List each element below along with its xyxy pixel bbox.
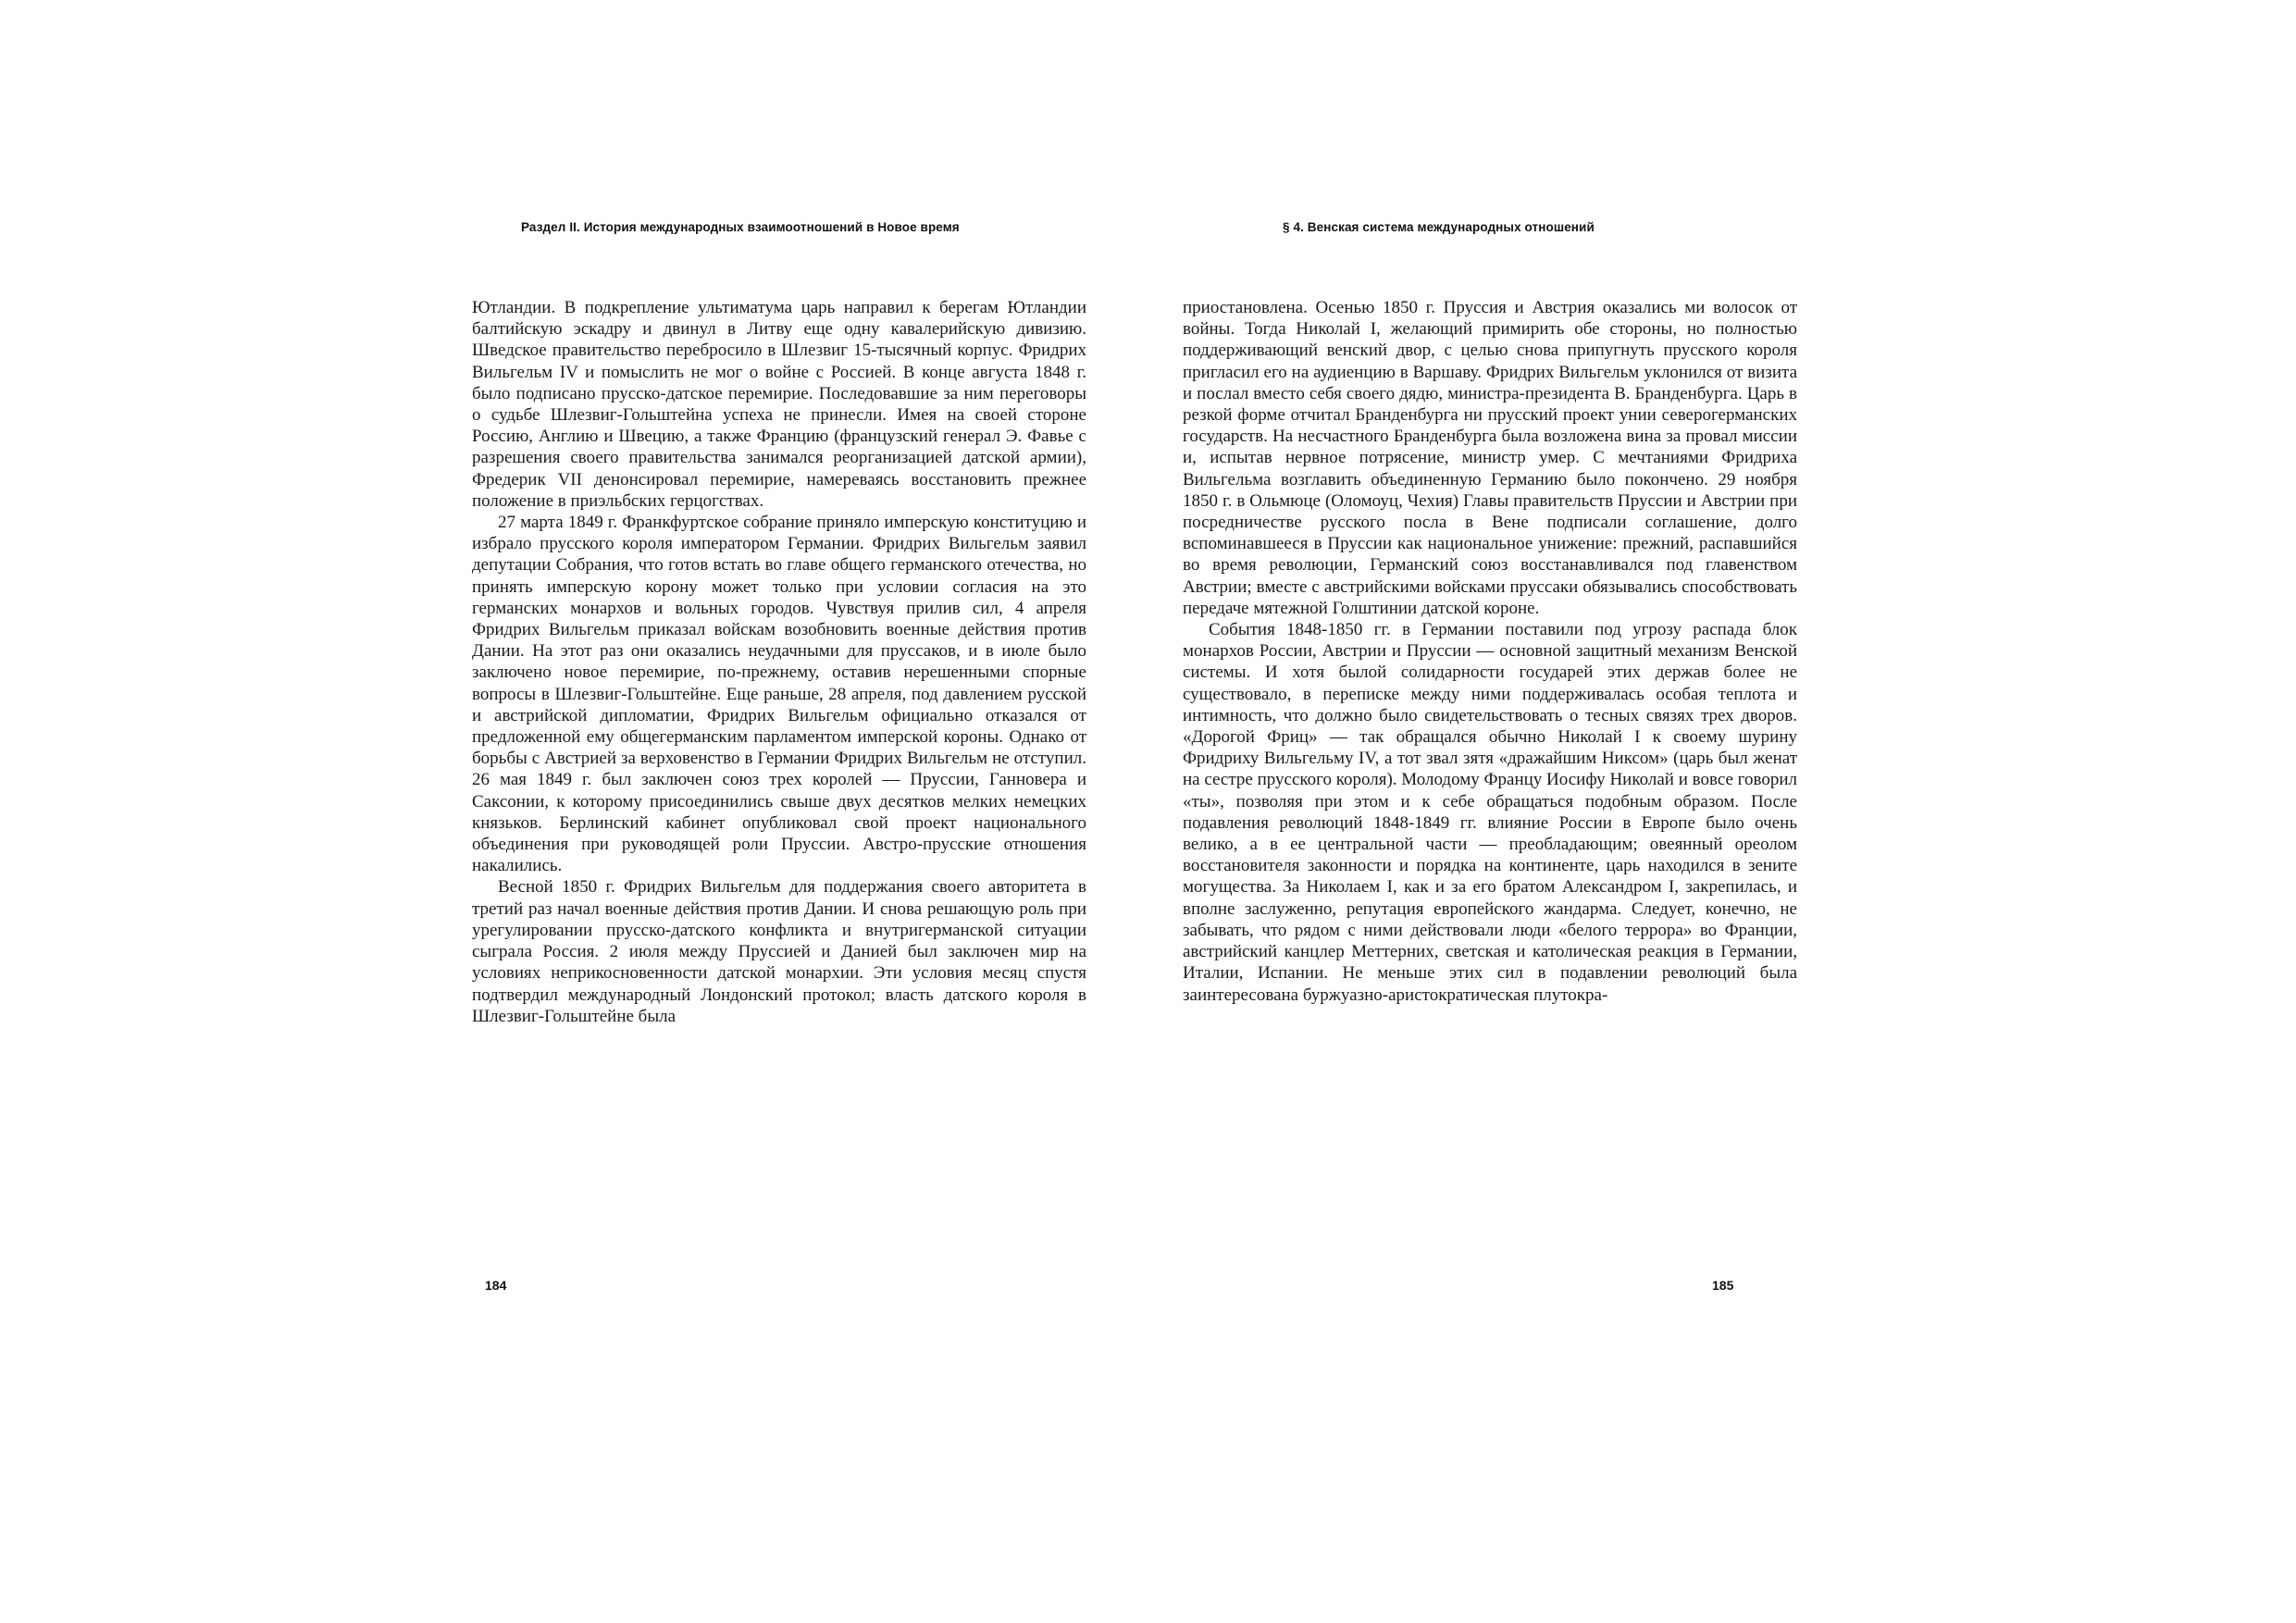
- paragraph: приостановлена. Осенью 1850 г. Пруссия и Австрия оказались ми волосок от войны. Тогда Николай I, желающий примирить обе стороны, но полностью поддерживающий венский двор, с целью снова припугнуть прусского короля пригласил его на аудиенцию в Варшаву. Фридрих Вильгельм уклонился от визита и послал вместо себя своего дядю, министра-президента В. Бранденбурга. Царь в резкой форме отчитал Бранденбурга ни прусский проект унии северогерманских государств. На несчастного Бранденбурга была возложена вина за провал миссии и, испытав нервное потрясение, министр умер. С мечтаниями Фридриха Вильгельма возглавить объединенную Германию было покончено. 29 ноября 1850 г. в Ольмюце (Оломоуц, Чехия) Главы правительств Пруссии и Австрии при посредничестве русского посла в Вене подписали соглашение, долго вспоминавшееся в Пруссии как национальное унижение: прежний, распавшийся во время революции, Германский союз восстанавливался под главенством Австрии; вместе с австрийскими войсками пруссаки обязывались способствовать передаче мятежной Голштинии датской короне.: [1183, 298, 1797, 618]
- page-number-right: 185: [1712, 1278, 1734, 1293]
- right-page: [1148, 0, 2296, 1623]
- paragraph: Весной 1850 г. Фридрих Вильгельм для поддержания своего авторитета в третий раз начал военные действия против Дании. И снова решающую роль при урегулировании прусско-датского конфликта и внутригерманской ситуации сыграла Россия. 2 июля между Пруссией и Данией был заключен мир на условиях неприкосновенности датской монархии. Эти условия месяц спустя подтвердил международный Лондонский протокол; власть датского короля в Шлезвиг-Гольштейне была: [472, 877, 1086, 1026]
- left-page-body: [472, 297, 1086, 1027]
- running-head-left: Раздел II. История международных взаимоотношений в Новое время: [521, 220, 960, 234]
- paragraph: События 1848-1850 гг. в Германии поставили под угрозу распада блок монархов России, Австрии и Пруссии — основной защитный механизм Венской системы. И хотя былой солидарности государей этих держав более не существовало, в переписке между ними поддерживалась особая теплота и интимность, что должно было свидетельствовать о тесных связях трех дворов. «Дорогой Фриц» — так обращался обычно Николай I к своему шурину Фридриху Вильгельму IV, а тот звал зятя «дражайшим Никсом» (царь был женат на сестре прусского короля). Молодому Францу Иосифу Николай и вовсе говорил «ты», позволяя при этом и к себе обращаться подобным образом. После подавления революций 1848-1849 гг. влияние России в Европе было очень велико, а в ее центральной части — преобладающим; овеянный ореолом восстановителя законности и порядка на континенте, царь находился в зените могущества. За Николаем I, как и за его братом Александром I, закрепилась, и вполне заслуженно, репутация европейского жандарма. Следует, конечно, не забывать, что рядом с ними действовали люди «белого террора» во Франции, австрийский канцлер Меттерних, светская и католическая реакция в Германии, Италии, Испании. Не меньше этих сил в подавлении революций была заинтересована буржуазно-аристократическая плутокра-: [1183, 620, 1797, 1005]
- paragraph: Ютландии. В подкрепление ультиматума царь направил к берегам Ютландии балтийскую эскадру и двинул в Литву еще одну кавалерийскую дивизию. Шведское правительство перебросило в Шлезвиг 15-тысячный корпус. Фридрих Вильгельм IV и помыслить не мог о войне с Россией. В конце августа 1848 г. было подписано прусско-датское перемирие. Последовавшие за ним переговоры о судьбе Шлезвиг-Гольштейна успеха не принесли. Имея на своей стороне Россию, Англию и Швецию, а также Францию (французский генерал Э. Фавье с разрешения своего правительства занимался реорганизацией датской армии), Фредерик VII денонсировал перемирие, намереваясь восстановить прежнее положение в приэльбских герцогствах.: [472, 298, 1086, 511]
- running-head-right: § 4. Венская система международных отношений: [1283, 220, 1595, 234]
- right-page-body: [1183, 297, 1797, 1006]
- page-number-left: 184: [485, 1278, 507, 1293]
- paragraph: 27 марта 1849 г. Франкфуртское собрание приняло имперскую конституцию и избрало прусского короля императором Германии. Фридрих Вильгельм заявил депутации Собрания, что готов встать во главе общего германского отечества, но принять имперскую корону может только при условии согласия на это германских монархов и вольных городов. Чувствуя прилив сил, 4 апреля Фридрих Вильгельм приказал войскам возобновить военные действия против Дании. На этот раз они оказались неудачными для пруссаков, и в июле было заключено новое перемирие, по-прежнему, оставив нерешенными спорные вопросы в Шлезвиг-Гольштейне. Еще раньше, 28 апреля, под давлением русской и австрийской дипломатии, Фридрих Вильгельм официально отказался от предложенной ему общегерманским парламентом имперской короны. Однако от борьбы с Австрией за верховенство в Германии Фридрих Вильгельм не отступил. 26 мая 1849 г. был заключен союз трех королей — Пруссии, Ганновера и Саксонии, к которому присоединились свыше двух десятков мелких немецких князьков. Берлинский кабинет опубликовал свой проект национального объединения при руководящей роли Пруссии. Австро-прусские отношения накалились.: [472, 513, 1086, 876]
